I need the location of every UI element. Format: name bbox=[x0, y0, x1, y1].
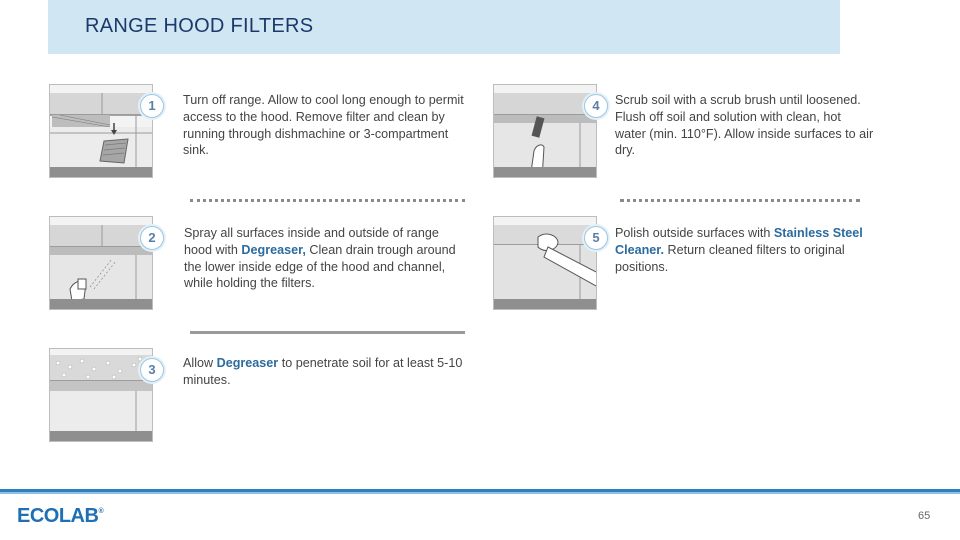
step-3-description: Allow Degreaser to penetrate soil for at least 5-10 minutes. bbox=[183, 356, 463, 387]
step-3-number-badge: 3 bbox=[140, 358, 164, 382]
ecolab-logo: ECOLAB® bbox=[17, 505, 104, 527]
step-2-illustration bbox=[49, 216, 153, 310]
page-title: RANGE HOOD FILTERS bbox=[85, 15, 314, 37]
step-2-number-badge: 2 bbox=[140, 226, 164, 250]
step-5-illustration bbox=[493, 216, 597, 310]
step-4-illustration bbox=[493, 84, 597, 178]
degreaser-highlight: Degreaser bbox=[216, 356, 279, 370]
title-bar bbox=[48, 0, 840, 54]
footer-divider-accent bbox=[0, 492, 960, 494]
step-1-illustration bbox=[49, 84, 153, 178]
degreaser-highlight: Degreaser, bbox=[241, 242, 306, 257]
step-separator bbox=[190, 199, 465, 202]
step-5-number-badge: 5 bbox=[584, 226, 608, 250]
step-separator bbox=[190, 331, 465, 334]
step-1-number-badge: 1 bbox=[140, 94, 164, 118]
step-2-description: Spray all surfaces inside and outside of range hood with Degreaser, Clean drain trough around the lower inside edge of the hood and channel, while holding the filters. bbox=[184, 226, 456, 291]
step-5-description: Polish outside surfaces with Stainless Steel Cleaner. Return cleaned filters to original positions. bbox=[615, 226, 863, 274]
step-separator bbox=[620, 199, 860, 202]
step-3-illustration bbox=[49, 348, 153, 442]
step-4-number-badge: 4 bbox=[584, 94, 608, 118]
stainless-steel-cleaner-highlight: Stainless Steel Cleaner. bbox=[615, 226, 863, 257]
step-1-description: Turn off range. Allow to cool long enough to permit access to the hood. Remove filter and clean by running through dishmachine or 3-compartment sink. bbox=[183, 93, 464, 158]
step-4-description: Scrub soil with a scrub brush until loosened. Flush off soil and solution with clean, hot water (min. 110°F). Allow inside surfaces to air dry. bbox=[615, 93, 874, 158]
page-number: 65 bbox=[918, 510, 931, 522]
